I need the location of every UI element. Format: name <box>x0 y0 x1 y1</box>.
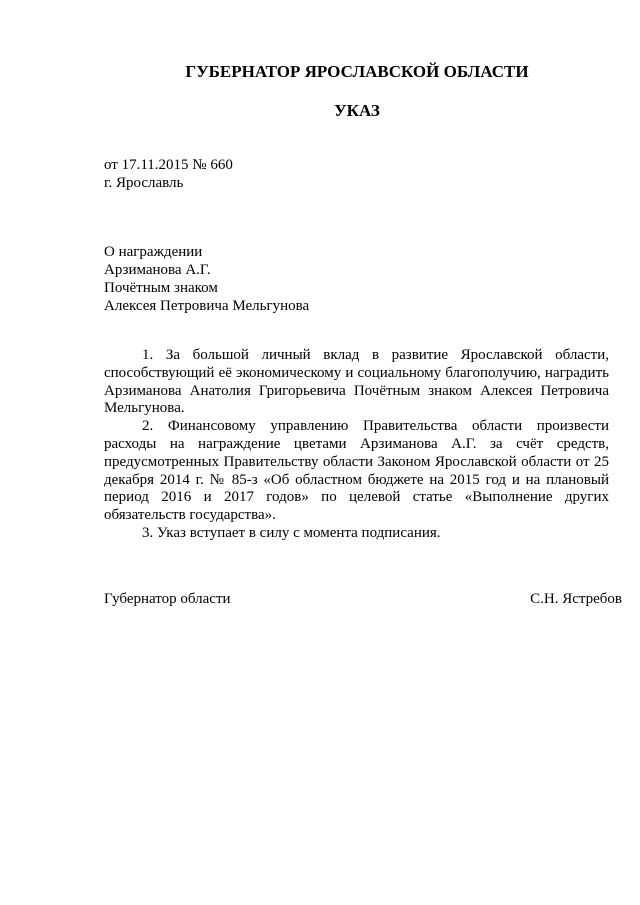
decree-paragraph-3: 3. Указ вступает в силу с момента подписания. <box>142 524 441 541</box>
subject-line: О награждении <box>104 244 203 260</box>
subject-line: Арзиманова А.Г. <box>104 262 211 278</box>
document-city: г. Ярославль <box>104 175 184 191</box>
subject-line: Почётным знаком <box>104 280 218 296</box>
issuing-authority-title: ГУБЕРНАТОР ЯРОСЛАВСКОЙ ОБЛАСТИ <box>185 62 529 81</box>
subject-line: Алексея Петровича Мельгунова <box>104 298 310 314</box>
document-type-title: УКАЗ <box>334 101 380 120</box>
decree-paragraph-2: 2. Финансовому управлению Правительства области произвести расходы на награждение цветами Арзиманова А.Г. за счёт средств, предусмотренных Правительству области Законом Ярославской области от 25 декабря 2014 г. № 85-з «Об областном бюджете на 2015 год и на плановый период 2016 и 2017 годов» по целевой статье «Выполнение других обязательств государства». <box>104 418 609 524</box>
signatory-position: Губернатор области <box>104 591 231 607</box>
decree-body <box>104 347 609 543</box>
document-date-number: от 17.11.2015 № 660 <box>104 157 233 173</box>
signatory-name: С.Н. Ястребов <box>530 591 622 607</box>
decree-paragraph-1: 1. За большой личный вклад в развитие Ярославской области, способствующий её экономическому и социальному благополучию, наградить Арзиманова Анатолия Григорьевича Почётным знаком Алексея Петровича Мельгунова. <box>104 347 609 417</box>
